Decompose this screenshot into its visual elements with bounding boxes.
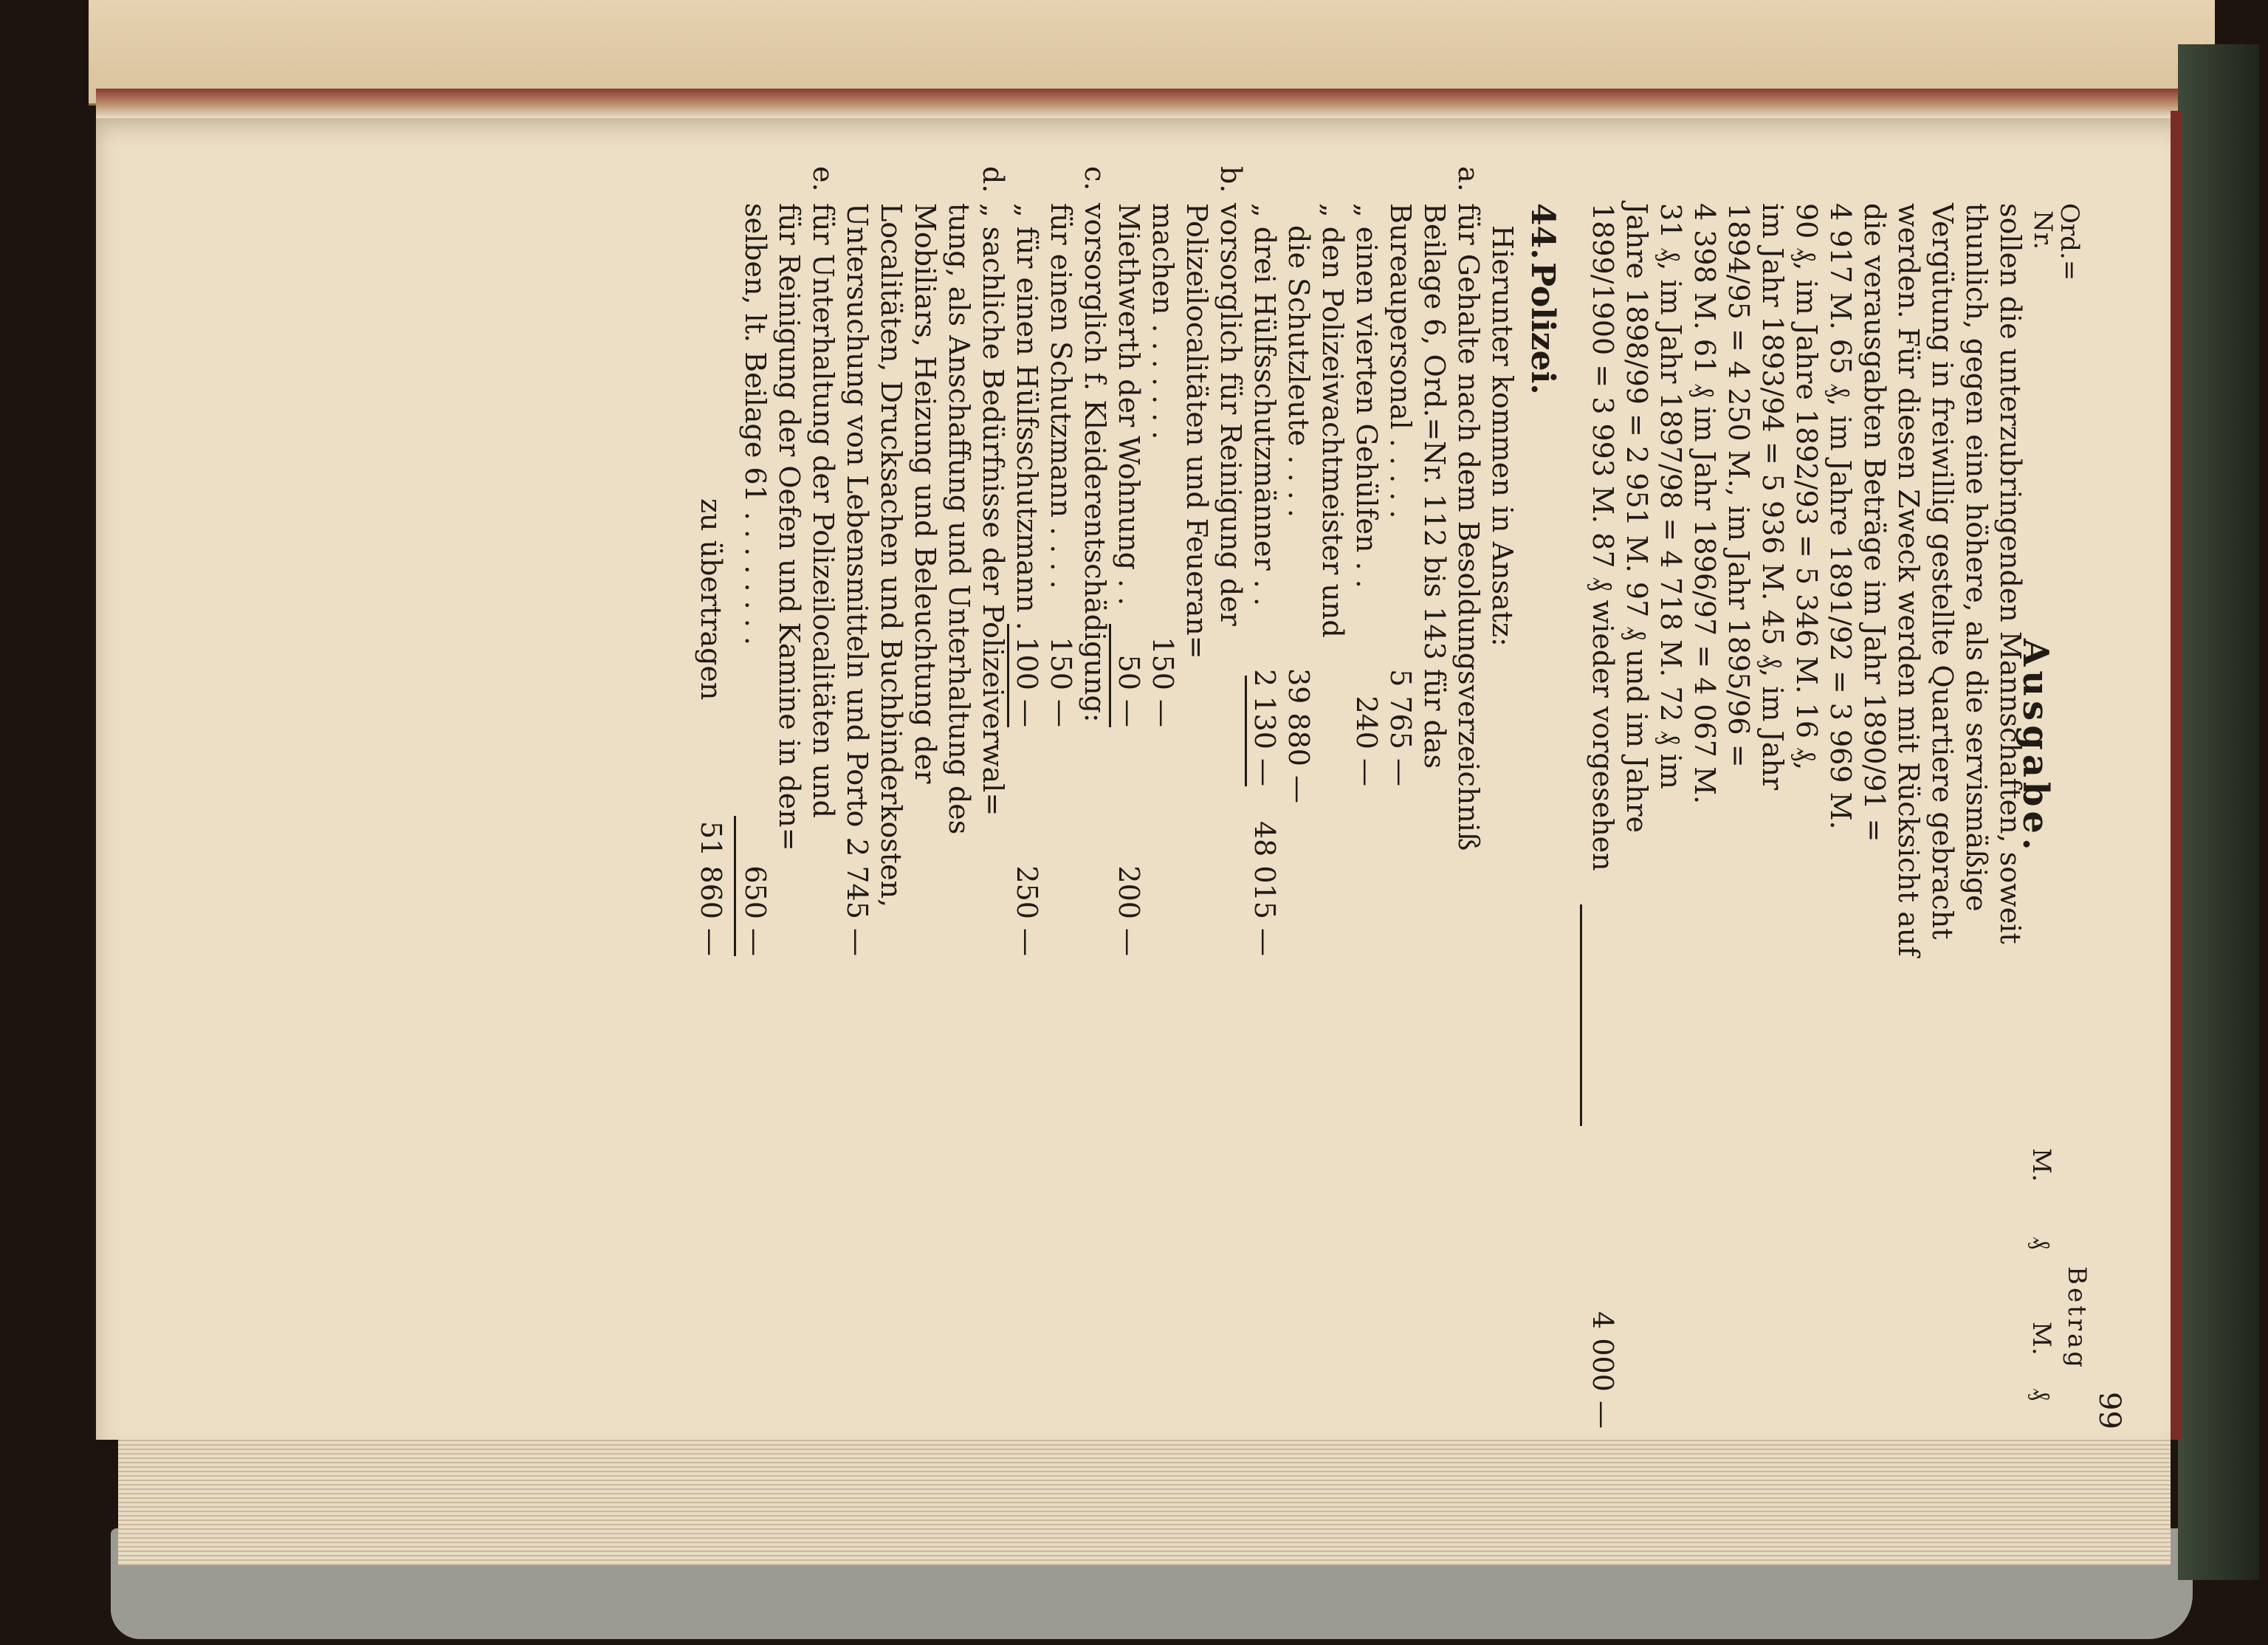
intro-line: 1894/95 = 4 250 M., im Jahr 1895/96 =	[1722, 203, 1755, 768]
intro-line: sollen die unterzubringenden Mannschaften, soweit	[1994, 203, 2027, 944]
item-c-value: 150 —	[1045, 636, 1077, 727]
unit-mk-right: M.	[2027, 1322, 2056, 1356]
item-d-line: Mobiliars, Heizung und Beleuchtung der	[909, 203, 941, 784]
intro-line: die verausgabten Beträge im Jahr 1890/91 =	[1858, 203, 1891, 842]
item-b-line: machen . . . . . . .	[1147, 203, 1179, 440]
red-edge-ribbon	[2171, 111, 2181, 1440]
item-a-value: 5 765 —	[1384, 669, 1417, 786]
item-b-label: b.	[1214, 166, 1247, 193]
intro-line: Vergütung in freiwillig gestellte Quartiere gebracht	[1926, 203, 1959, 940]
item-e-line: für Unterhaltung der Polizeilocalitäten und	[807, 203, 839, 818]
section-lead: Hierunter kommen in Ansatz:	[1486, 225, 1519, 647]
ord-nr-label-2: Nr.	[2028, 210, 2058, 250]
betrag-label: Betrag	[2062, 1266, 2092, 1371]
intro-line: im Jahr 1893/94 = 5 936 M. 45 ₰, im Jahr	[1756, 203, 1789, 791]
item-e-line: für Reinigung der Oefen und Kamine in den=	[773, 203, 805, 851]
intro-line: thunlich, gegen eine höhere, als die servismäßige	[1960, 203, 1993, 912]
page-number: 99	[2092, 1392, 2126, 1429]
item-d-line: Untersuchung von Lebensmitteln und Porto .	[841, 203, 873, 845]
carry-rule	[734, 816, 736, 956]
intro-line: 4 398 M. 61 ₰ im Jahr 1896/97 = 4 067 M.	[1688, 203, 1721, 805]
carry-over-label: zu übertragen	[695, 498, 727, 701]
item-c-total: 250 —	[1011, 865, 1043, 956]
item-b-total: 200 —	[1113, 865, 1145, 956]
page-gutter	[96, 89, 2185, 118]
page-title: Ausgabe.	[2015, 639, 2056, 855]
item-a-total: 48 015 —	[1248, 820, 1281, 956]
item-a-line: Beilage 6, Ord.=Nr. 112 bis 143 für das	[1418, 203, 1451, 769]
item-c-value: 100 —	[1011, 636, 1043, 727]
ord-nr-label-1: Ord.=	[2055, 203, 2084, 281]
item-a-value: 240 —	[1350, 696, 1383, 786]
section-number: 44.	[1524, 203, 1561, 260]
carry-over-total: 51 860 —	[695, 820, 727, 956]
intro-line: werden. Für diesen Zweck werden mit Rücksicht auf	[1892, 203, 1925, 957]
item-a-row: „ drei Hülfsschutzmänner . .	[1248, 203, 1281, 606]
item-a-label: a.	[1452, 166, 1485, 192]
item-b-value: 50 —	[1113, 654, 1145, 727]
intro-total: 4 000 —	[1587, 1311, 1619, 1429]
item-a-row: die Schutzleute . . . .	[1282, 225, 1315, 518]
item-b-line: Miethwerth der Wohnung . .	[1113, 203, 1145, 606]
item-e-label: e.	[807, 166, 839, 192]
intro-line: 1899/1900 = 3 993 M. 87 ₰ wieder vorgesehen	[1587, 203, 1619, 871]
item-c-line: vorsorglich f. Kleiderentschädigung:	[1079, 203, 1111, 723]
item-e-line: selben, lt. Beilage 61 . . . . . . . .	[739, 203, 772, 646]
item-d-line: tung, als Anschaffung und Unterhaltung des	[943, 203, 975, 835]
item-a-row: „ einen vierten Gehülfen . .	[1350, 203, 1383, 588]
page-stack-edge	[118, 1432, 2171, 1565]
item-b-line: vorsorglich für Reinigung der	[1214, 203, 1247, 626]
item-b-value: 150 —	[1147, 636, 1179, 727]
item-a-rule	[1245, 676, 1247, 786]
item-d-total: 2 745 —	[841, 839, 873, 956]
intro-line: Jahre 1898/99 = 2 951 M. 97 ₰ und im Jahre	[1621, 203, 1653, 834]
item-c-line: für einen Schutzmann . . . .	[1045, 203, 1077, 589]
cloth-binding	[2178, 44, 2259, 1580]
unit-mk-left: M.	[2027, 1148, 2056, 1182]
item-d-label: d.	[977, 166, 1009, 193]
section-title: Polizei.	[1524, 262, 1561, 395]
item-b-line: Polizeilocalitäten und Feueran=	[1181, 203, 1213, 659]
item-c-label: c.	[1079, 166, 1111, 191]
item-c-line: „ für einen Hülfsschutzmann .	[1011, 203, 1043, 631]
item-d-line: „ sachliche Bedürfnisse der Polizeiverwal=	[977, 203, 1009, 817]
unit-pf-left: ₰	[2027, 1237, 2056, 1249]
item-a-row: Bureaupersonal . . . . .	[1384, 203, 1417, 519]
item-d-line: Localitäten, Drucksachen und Buchbinderkosten,	[875, 203, 907, 908]
unit-pf-right: ₰	[2027, 1388, 2056, 1401]
item-e-total: 650 —	[739, 865, 772, 956]
item-a-row: „ den Polizeiwachtmeister und	[1316, 203, 1349, 638]
intro-line: 31 ₰, im Jahr 1897/98 = 4 718 M. 72 ₰ im	[1654, 203, 1687, 789]
intro-line: 4 917 M. 65 ₰, im Jahre 1891/92 = 3 969 M.	[1824, 203, 1857, 830]
item-a-value: 39 880 —	[1282, 668, 1315, 804]
intro-rule	[1580, 904, 1582, 1126]
item-a-value: 2 130 —	[1248, 669, 1281, 786]
intro-line: 90 ₰, im Jahre 1892/93 = 5 346 M. 16 ₰,	[1790, 203, 1823, 771]
page-text-block	[314, 166, 2126, 1436]
item-a-line: für Gehalte nach dem Besoldungsverzeichniß	[1452, 203, 1485, 851]
